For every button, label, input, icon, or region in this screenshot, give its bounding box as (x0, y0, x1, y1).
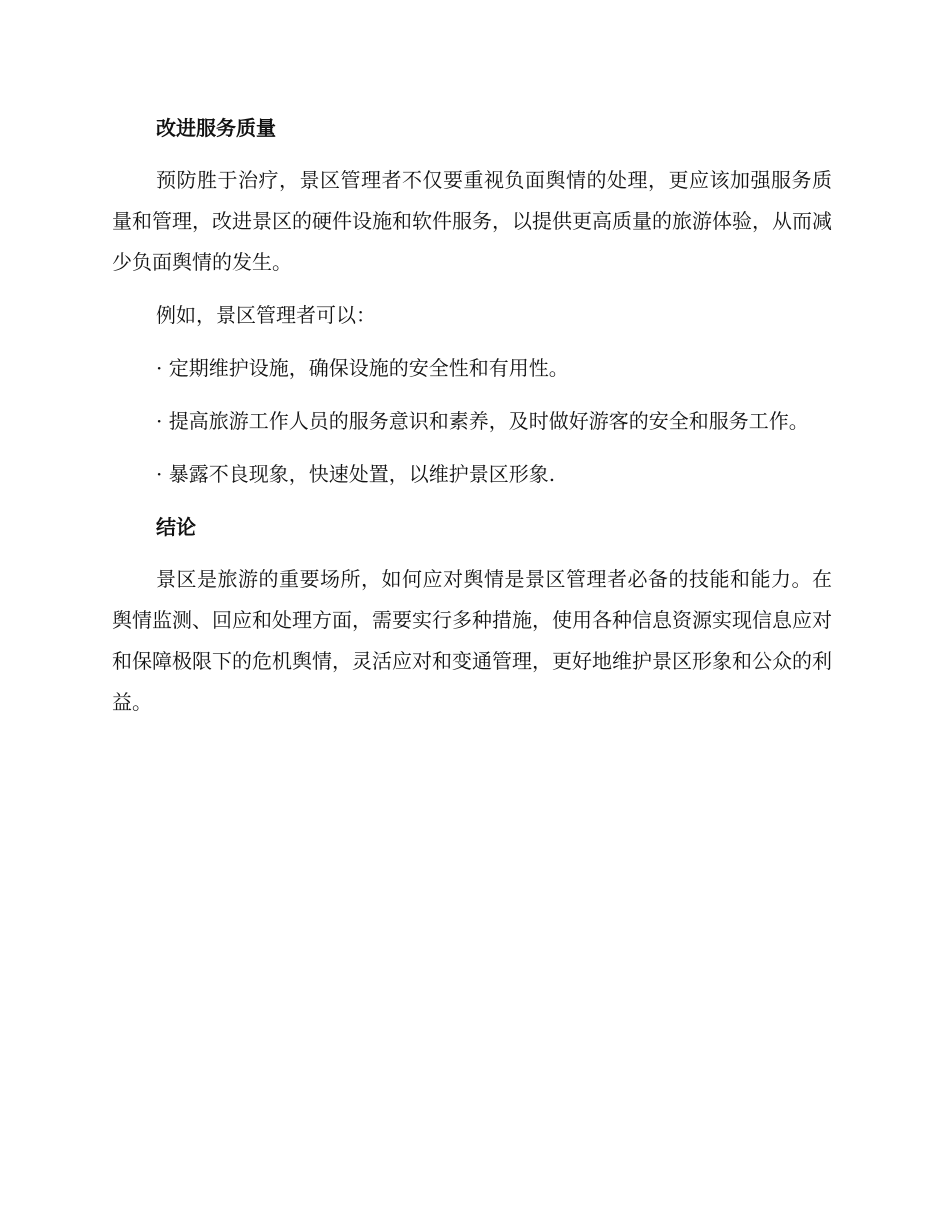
section-heading-improve-service: 改进服务质量 (156, 116, 276, 140)
section-heading-conclusion: 结论 (156, 515, 196, 539)
conclusion-paragraph: 景区是旅游的重要场所，如何应对舆情是景区管理者必备的技能和能力。在舆情监测、回应和处理方面，需要实行多种措施，使用各种信息资源实现信息应对和保障极限下的危机舆情，灵活应对和变通管理，更好地维护景区形象和公众的利益。 (112, 567, 832, 714)
bullet-item-facilities: · 定期维护设施，确保设施的安全性和有用性。 (156, 356, 569, 380)
example-intro: 例如，景区管理者可以： (156, 303, 376, 327)
bullet-item-staff: · 提高旅游工作人员的服务意识和素养，及时做好游客的安全和服务工作。 (156, 409, 809, 433)
document-body (112, 108, 832, 735)
bullet-item-image: · 暴露不良现象，快速处置，以维护景区形象. (156, 462, 556, 486)
section-paragraph-prevention: 预防胜于治疗，景区管理者不仅要重视负面舆情的处理，更应该加强服务质量和管理，改进景区的硬件设施和软件服务，以提供更高质量的旅游体验，从而减少负面舆情的发生。 (112, 168, 832, 274)
